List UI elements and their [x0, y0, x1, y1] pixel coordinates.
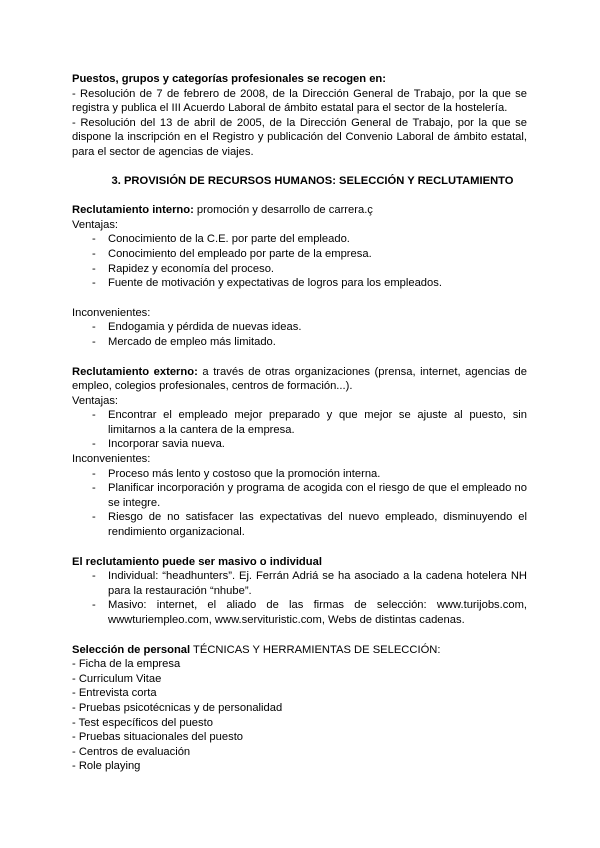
- externo-text: a través de otras organizaciones (prensa, internet, agencias de empleo, colegios profesionales, centros de formación...).: [72, 365, 527, 393]
- list-item: - Ficha de la empresa: [72, 658, 181, 671]
- interno-ventajas-list: [72, 232, 527, 290]
- list-item: - Incorporar savia nueva.: [72, 437, 527, 452]
- list-item: - Individual: “headhunters”. Ej. Ferrán Adriá se ha asociado a la cadena hotelera NH para la restauración “nhube”.: [72, 569, 527, 598]
- interno-label: Reclutamiento interno:: [72, 204, 194, 217]
- seleccion-list: [72, 657, 527, 774]
- list-item: - Test específicos del puesto: [72, 716, 213, 729]
- list-item: - Proceso más lento y costoso que la promoción interna.: [72, 467, 527, 482]
- interno-ventajas-label: Ventajas:: [72, 218, 119, 231]
- list-item: - Fuente de motivación y expectativas de logros para los empleados.: [72, 276, 527, 291]
- externo-inconvenientes-list: [72, 467, 527, 540]
- externo-inconvenientes-label: Inconvenientes:: [72, 453, 151, 466]
- puestos-item: - Resolución de 7 de febrero de 2008, de la Dirección General de Trabajo, por la que se registra y publica el III Acuerdo Laboral de ámbito estatal para el sector de la hostelería.: [72, 87, 527, 115]
- interno-intro: [72, 203, 527, 218]
- list-item: - Masivo: internet, el aliado de las firmas de selección: www.turijobs.com, wwwturiempleo.com, www.servituristic.com, Webs de distintas cadenas.: [72, 598, 527, 627]
- interno-text: promoción y desarrollo de carrera.ç: [193, 204, 373, 217]
- list-item: - Conocimiento de la C.E. por parte del empleado.: [72, 232, 527, 247]
- list-item: - Curriculum Vitae: [72, 672, 162, 685]
- list-item: - Rapidez y economía del proceso.: [72, 262, 527, 277]
- list-item: - Entrevista corta: [72, 687, 157, 700]
- seleccion-text: TÉCNICAS Y HERRAMIENTAS DE SELECCIÓN:: [190, 643, 441, 656]
- list-item: - Role playing: [72, 760, 141, 773]
- list-item: - Pruebas situacionales del puesto: [72, 731, 244, 744]
- document-page: [72, 72, 527, 774]
- list-item: - Conocimiento del empleado por parte de la empresa.: [72, 247, 527, 262]
- puestos-item: - Resolución del 13 de abril de 2005, de la Dirección General de Trabajo, por la que se dispone la inscripción en el Registro y publicación del Convenio Laboral de ámbito estatal, para el sector de agencias de viajes.: [72, 116, 527, 158]
- externo-ventajas-label: Ventajas:: [72, 394, 119, 407]
- list-item: - Mercado de empleo más limitado.: [72, 335, 527, 350]
- seleccion-intro: [72, 643, 527, 658]
- list-item: - Riesgo de no satisfacer las expectativas del nuevo empleado, disminuyendo el rendimiento organizacional.: [72, 510, 527, 539]
- seleccion-label: Selección de personal: [72, 643, 191, 656]
- list-item: - Planificar incorporación y programa de acogida con el riesgo de que el empleado no se integre.: [72, 481, 527, 510]
- externo-label: Reclutamiento externo:: [72, 365, 198, 378]
- list-item: - Encontrar el empleado mejor preparado y que mejor se ajuste al puesto, sin limitarnos a la cantera de la empresa.: [72, 408, 527, 437]
- interno-inconvenientes-list: [72, 320, 527, 349]
- list-item: - Centros de evaluación: [72, 745, 191, 758]
- list-item: - Pruebas psicotécnicas y de personalidad: [72, 701, 283, 714]
- masivo-list: [72, 569, 527, 627]
- masivo-heading: El reclutamiento puede ser masivo o individual: [72, 555, 322, 568]
- externo-intro: [72, 365, 527, 394]
- interno-inconvenientes-label: Inconvenientes:: [72, 306, 151, 319]
- section-title: 3. PROVISIÓN DE RECURSOS HUMANOS: SELECCIÓN Y RECLUTAMIENTO: [111, 174, 514, 187]
- list-item: - Endogamia y pérdida de nuevas ideas.: [72, 320, 527, 335]
- puestos-heading: Puestos, grupos y categorías profesionales se recogen en:: [72, 73, 386, 85]
- externo-ventajas-list: [72, 408, 527, 452]
